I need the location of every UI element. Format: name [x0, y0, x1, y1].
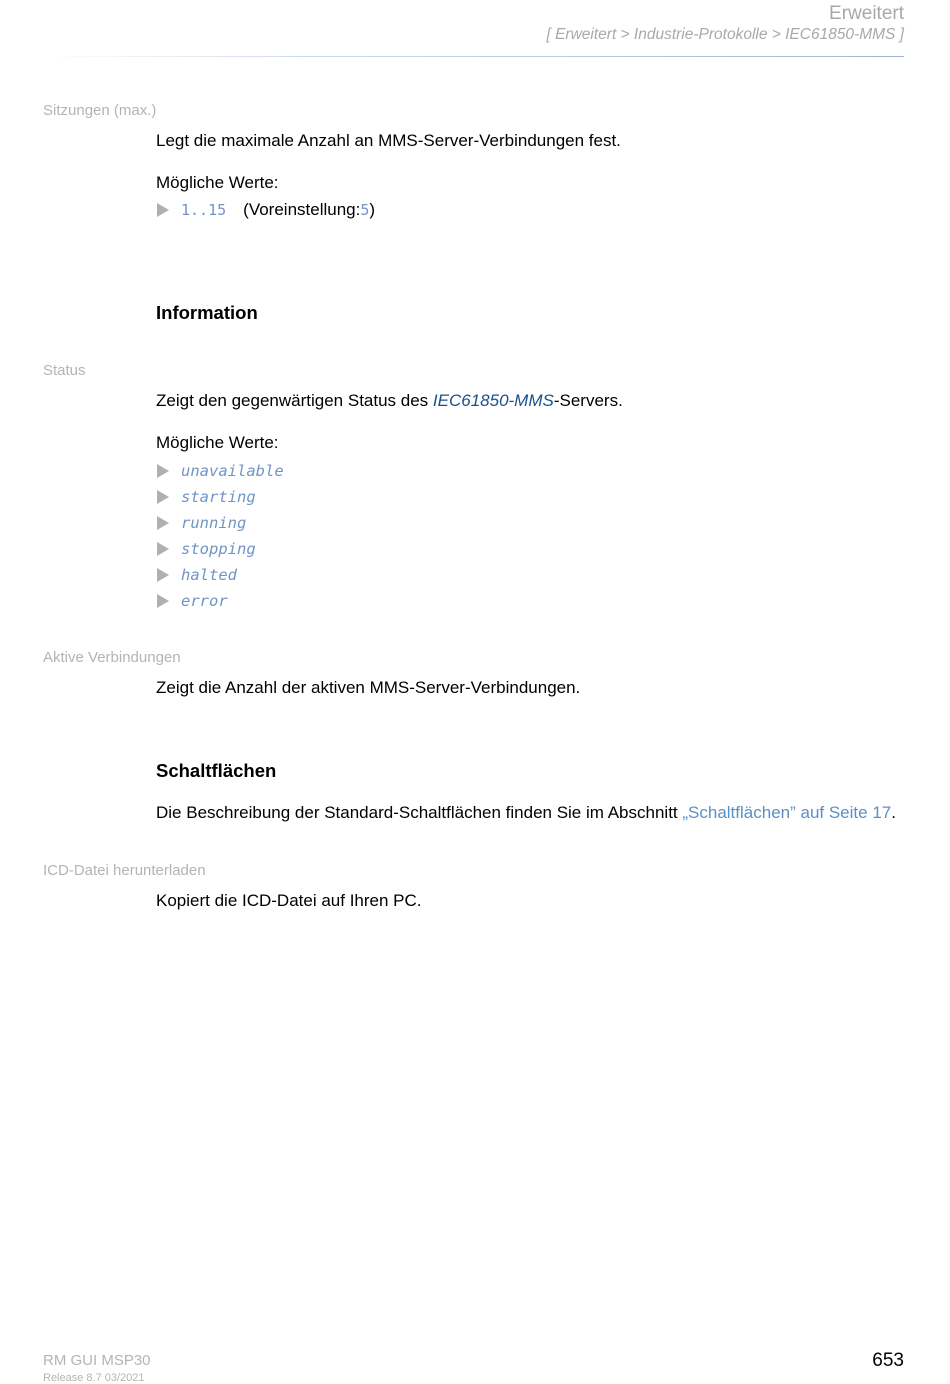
default-suffix: )	[369, 200, 376, 219]
buttons-description	[156, 803, 896, 823]
status-desc-emph: IEC61850-MMS	[432, 391, 554, 410]
bullet-triangle-icon	[157, 594, 169, 608]
status-desc-prefix: Zeigt den gegenwärtigen Status des	[156, 391, 433, 410]
status-value-item	[157, 565, 237, 585]
param-label-status: Status	[43, 362, 86, 379]
icd-download-description: Kopiert die ICD-Datei auf Ihren PC.	[156, 891, 422, 910]
sessions-description: Legt die maximale Anzahl an MMS-Server-Verbindungen fest.	[156, 131, 621, 150]
status-value: stopping	[181, 540, 256, 558]
status-value-item	[157, 461, 284, 481]
default-prefix: (Voreinstellung:	[243, 200, 361, 219]
param-label-sessions: Sitzungen (max.)	[43, 102, 157, 119]
buttons-section-link[interactable]: „Schaltflächen” auf Seite 17	[682, 803, 892, 822]
status-value-item	[157, 513, 246, 533]
footer-release: Release 8.7 03/2021	[43, 1372, 145, 1384]
status-desc-suffix: -Servers.	[553, 391, 623, 410]
active-connections-description: Zeigt die Anzahl der aktiven MMS-Server-Verbindungen.	[156, 678, 581, 697]
header-divider	[43, 56, 904, 57]
bullet-triangle-icon	[157, 542, 169, 556]
information-heading: Information	[156, 302, 258, 323]
chapter-title: Erweitert	[829, 3, 904, 24]
footer-doc-name: RM GUI MSP30	[43, 1352, 151, 1369]
status-value: starting	[181, 488, 256, 506]
bullet-triangle-icon	[157, 464, 169, 478]
param-label-icd-download: ICD-Datei herunterladen	[43, 862, 206, 879]
page-number: 653	[872, 1350, 904, 1371]
status-description	[156, 391, 623, 411]
status-value-item	[157, 487, 256, 507]
status-value: running	[181, 514, 247, 532]
param-label-active-connections: Aktive Verbindungen	[43, 649, 181, 666]
sessions-values-heading: Mögliche Werte:	[156, 173, 279, 192]
bullet-triangle-icon	[157, 203, 169, 217]
status-value: unavailable	[181, 462, 284, 480]
bullet-triangle-icon	[157, 516, 169, 530]
buttons-desc-prefix: Die Beschreibung der Standard-Schaltflächen finden Sie im Abschnitt	[156, 803, 683, 822]
bullet-triangle-icon	[157, 568, 169, 582]
breadcrumb: [ Erweitert > Industrie-Protokolle > IEC61850-MMS ]	[546, 26, 904, 43]
buttons-desc-suffix: .	[891, 803, 896, 822]
buttons-heading: Schaltflächen	[156, 760, 277, 781]
sessions-value-item	[157, 200, 375, 220]
status-value: halted	[181, 566, 237, 584]
default-value: 5	[360, 201, 370, 219]
bullet-triangle-icon	[157, 490, 169, 504]
status-values-heading: Mögliche Werte:	[156, 433, 279, 452]
status-value: error	[181, 592, 228, 610]
status-value-item	[157, 539, 256, 559]
status-value-item	[157, 591, 228, 611]
range-value: 1..15	[181, 201, 227, 219]
